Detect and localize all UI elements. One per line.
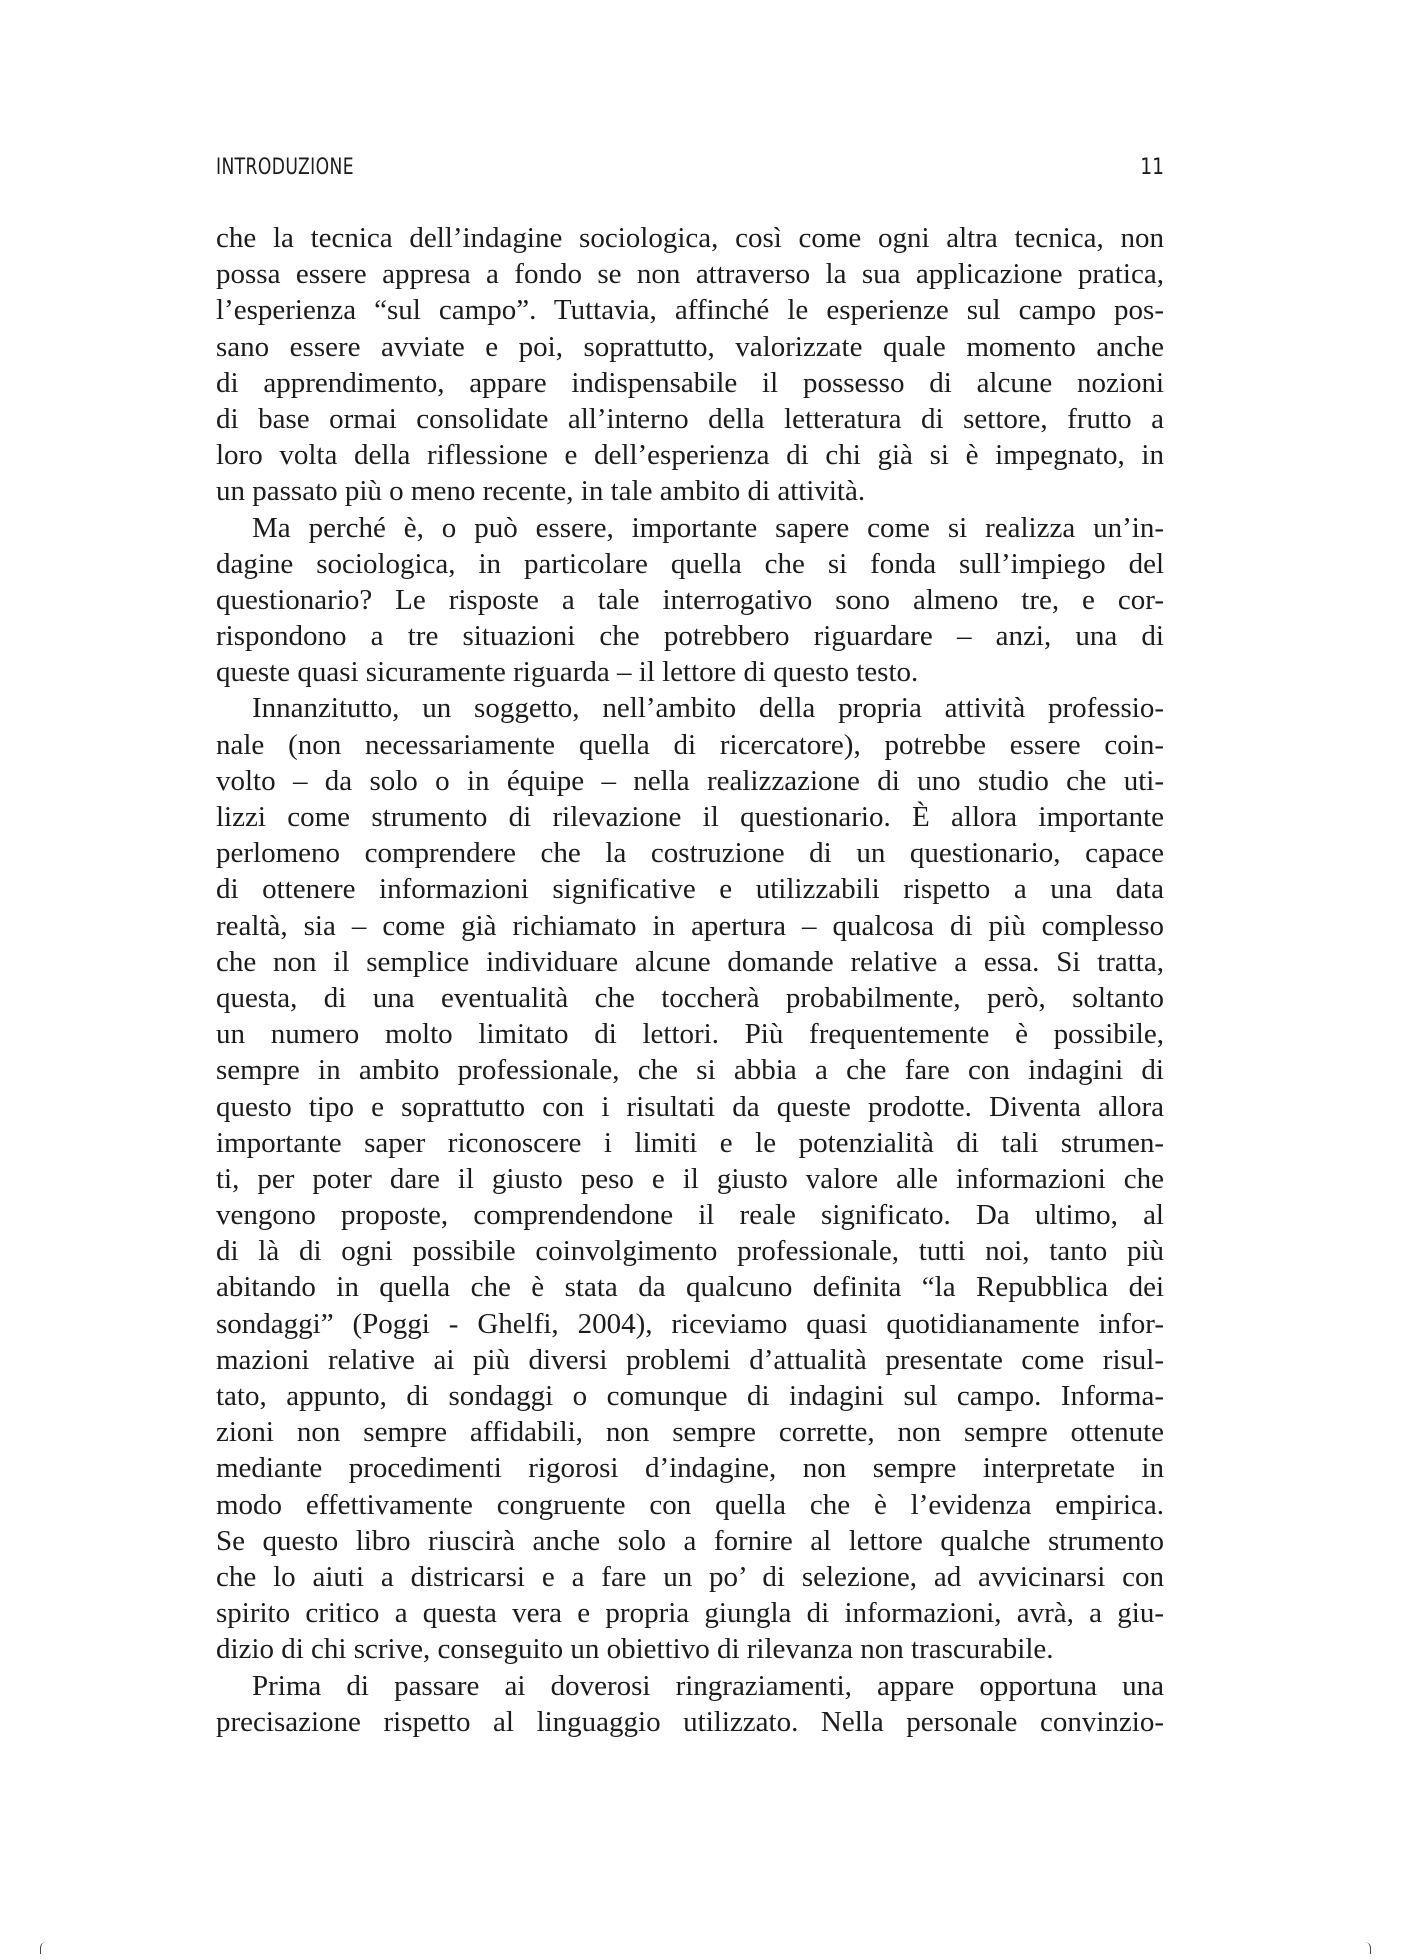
text-line: perlomeno comprendere che la costruzione di un questionario, capace	[216, 837, 1164, 870]
text-line: un numero molto limitato di lettori. Più frequentemente è possibile,	[216, 1018, 1164, 1051]
text-line: volto – da solo o in équipe – nella realizzazione di uno studio che uti-	[216, 764, 1164, 797]
text-line: tato, appunto, di sondaggi o comunque di indagini sul campo. Informa-	[216, 1380, 1164, 1412]
text-line: abitando in quella che è stata da qualcuno definita “la Repubblica dei	[216, 1271, 1164, 1304]
text-line: questa, di una eventualità che toccherà probabilmente, però, soltanto	[216, 981, 1164, 1014]
text-line: queste quasi sicuramente riguarda – il lettore di questo testo.	[216, 656, 919, 689]
body-text	[216, 220, 1164, 1740]
section-title: INTRODUZIONE	[216, 155, 354, 180]
text-line: loro volta della riflessione e dell’esperienza di chi già si è impegnato, in	[216, 439, 1164, 472]
text-line: modo effettivamente congruente con quella che è l’evidenza empirica.	[216, 1488, 1164, 1521]
text-line: che lo aiuti a districarsi e a fare un po’ di selezione, ad avvicinarsi con	[216, 1560, 1164, 1593]
text-line: Innanzitutto, un soggetto, nell’ambito della propria attività professio-	[252, 692, 1164, 725]
running-head	[216, 155, 1164, 191]
paragraph	[216, 510, 1164, 691]
text-line: spirito critico a questa vera e propria giungla di informazioni, avrà, a giu-	[216, 1597, 1164, 1630]
text-line: di là di ogni possibile coinvolgimento professionale, tutti noi, tanto più	[216, 1235, 1164, 1268]
text-line: mazioni relative ai più diversi problemi d’attualità presentate come risul-	[216, 1343, 1164, 1376]
text-line: dizio di chi scrive, conseguito un obiettivo di rilevanza non trascurabile.	[216, 1633, 1054, 1666]
paragraph	[216, 1668, 1164, 1740]
text-line: questionario? Le risposte a tale interrogativo sono almeno tre, e cor-	[216, 583, 1164, 616]
text-line: mediante procedimenti rigorosi d’indagine, non sempre interpretate in	[216, 1452, 1164, 1485]
text-line: lizzi come strumento di rilevazione il questionario. È allora importante	[216, 801, 1164, 833]
text-line: Prima di passare ai doverosi ringraziamenti, appare opportuna una	[252, 1669, 1164, 1702]
text-line: ti, per poter dare il giusto peso e il giusto valore alle informazioni che	[216, 1162, 1164, 1195]
text-line: sempre in ambito professionale, che si abbia a che fare con indagini di	[216, 1054, 1164, 1087]
paragraph	[216, 220, 1164, 510]
text-line: realtà, sia – come già richiamato in apertura – qualcosa di più complesso	[216, 909, 1164, 942]
text-line: questo tipo e soprattutto con i risultati da queste prodotte. Diventa allora	[216, 1090, 1164, 1123]
text-line: possa essere appresa a fondo se non attraverso la sua applicazione pratica,	[216, 258, 1164, 291]
crop-mark-left	[40, 1942, 47, 1954]
text-line: di apprendimento, appare indispensabile il possesso di alcune nozioni	[216, 366, 1164, 399]
page-number: 11	[1140, 155, 1164, 180]
crop-mark-right	[1364, 1942, 1371, 1954]
text-line: di ottenere informazioni significative e utilizzabili rispetto a una data	[216, 873, 1164, 906]
text-line: sano essere avviate e poi, soprattutto, valorizzate quale momento anche	[216, 330, 1164, 363]
text-line: che la tecnica dell’indagine sociologica, così come ogni altra tecnica, non	[216, 222, 1164, 254]
text-line: precisazione rispetto al linguaggio utilizzato. Nella personale convinzio-	[216, 1705, 1164, 1738]
text-line: vengono proposte, comprendendone il reale significato. Da ultimo, al	[216, 1199, 1164, 1232]
text-line: Se questo libro riuscirà anche solo a fornire al lettore qualche strumento	[216, 1524, 1164, 1557]
text-line: Ma perché è, o può essere, importante sapere come si realizza un’in-	[252, 511, 1164, 544]
text-line: di base ormai consolidate all’interno della letteratura di settore, frutto a	[216, 402, 1164, 435]
text-line: nale (non necessariamente quella di ricercatore), potrebbe essere coin-	[216, 728, 1164, 761]
paragraph	[216, 690, 1164, 1667]
text-line: un passato più o meno recente, in tale ambito di attività.	[216, 475, 866, 508]
text-line: sondaggi” (Poggi - Ghelfi, 2004), riceviamo quasi quotidianamente infor-	[216, 1307, 1164, 1340]
text-line: importante saper riconoscere i limiti e le potenzialità di tali strumen-	[216, 1126, 1164, 1159]
text-line: che non il semplice individuare alcune domande relative a essa. Si tratta,	[216, 945, 1164, 978]
text-line: l’esperienza “sul campo”. Tuttavia, affinché le esperienze sul campo pos-	[216, 294, 1164, 327]
text-line: rispondono a tre situazioni che potrebbero riguardare – anzi, una di	[216, 620, 1164, 653]
text-line: zioni non sempre affidabili, non sempre corrette, non sempre ottenute	[216, 1416, 1164, 1449]
text-line: dagine sociologica, in particolare quella che si fonda sull’impiego del	[216, 547, 1164, 580]
